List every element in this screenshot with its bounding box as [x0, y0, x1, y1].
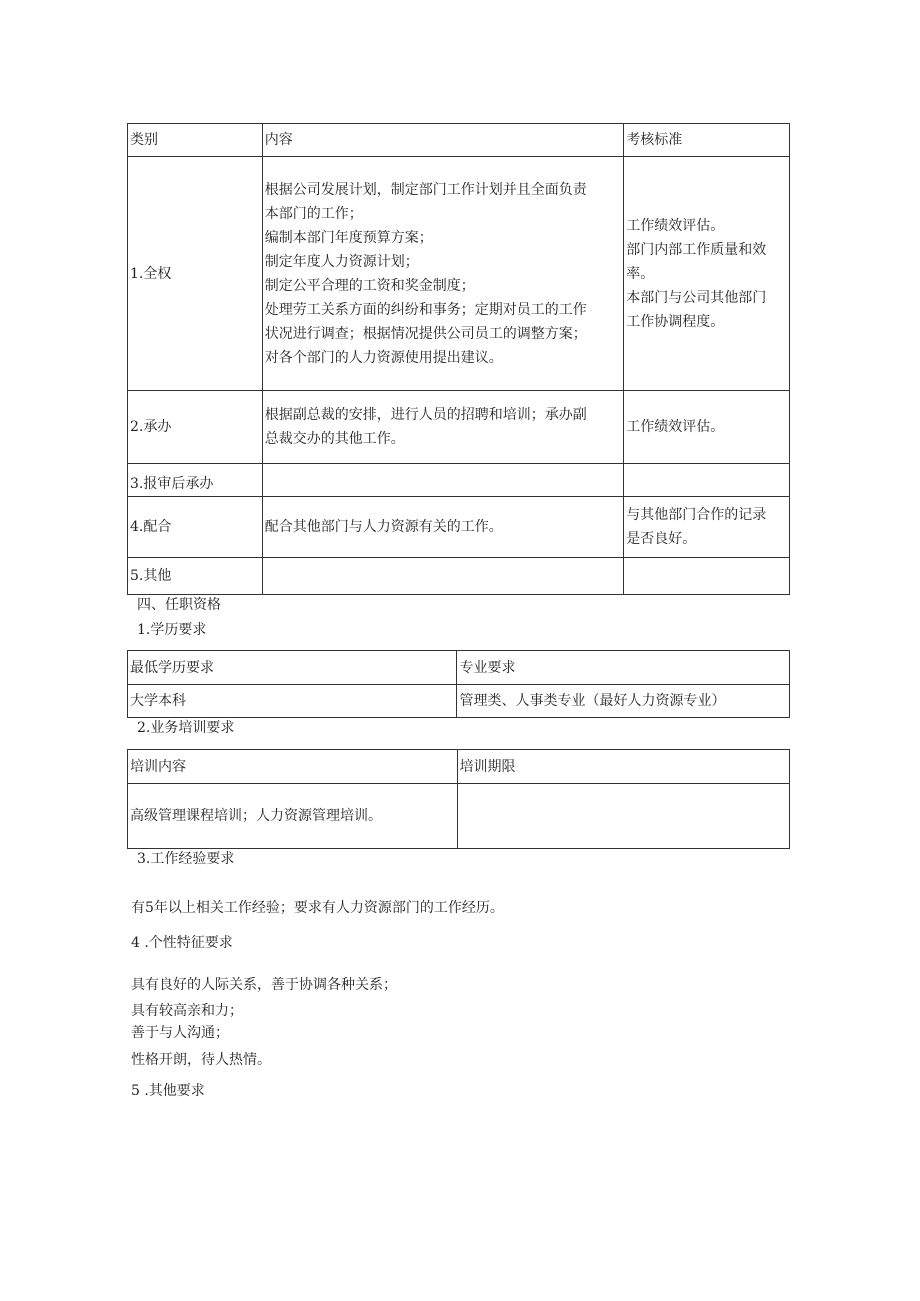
- header-training-content: 培训内容: [128, 750, 458, 784]
- content-line: 制定年度人力资源计划；: [264, 253, 419, 270]
- row-standard: [624, 497, 790, 558]
- section-title: 四、任职资格: [137, 597, 221, 613]
- row-category: 5.其他: [128, 558, 263, 595]
- table-row: [128, 157, 790, 391]
- personality-line: 具有较高亲和力；: [131, 1003, 243, 1019]
- personality-line: 善于与人沟通；: [131, 1025, 229, 1041]
- row-content: [262, 391, 623, 464]
- content-line: 制定公平合理的工资和奖金制度；: [264, 277, 475, 294]
- header-major: 专业要求: [457, 651, 790, 685]
- table-row: [128, 558, 790, 595]
- education-title: 1.学历要求: [137, 622, 207, 638]
- content-line: 本部门的工作；: [264, 205, 363, 222]
- table-header-row: [128, 651, 790, 685]
- standard-line: 与其他部门合作的记录: [626, 507, 767, 523]
- header-standard: 考核标准: [624, 124, 790, 157]
- major-value: 管理类、人事类专业（最好人力资源专业）: [457, 685, 790, 718]
- row-content: [262, 497, 623, 558]
- experience-text: 有5年以上相关工作经验；要求有人力资源部门的工作经历。: [131, 900, 504, 916]
- header-min-education: 最低学历要求: [128, 651, 457, 685]
- education-value: 大学本科: [128, 685, 457, 718]
- standard-line: 率。: [626, 265, 655, 282]
- content-line: 根据副总裁的安排，进行人员的招聘和培训；承办副: [264, 407, 587, 423]
- training-title: 2.业务培训要求: [137, 720, 235, 736]
- row-content: [262, 157, 623, 391]
- row-content: [262, 464, 623, 497]
- table-row: [128, 685, 790, 718]
- row-category: 4.配合: [128, 497, 263, 558]
- table-row: [128, 391, 790, 464]
- row-category: 3.报审后承办: [128, 464, 263, 497]
- experience-title: 3.工作经验要求: [137, 851, 235, 867]
- standard-line: 工作协调程度。: [626, 313, 725, 330]
- header-content: 内容: [262, 124, 623, 157]
- training-period-value: [457, 784, 790, 849]
- row-standard: [624, 157, 790, 391]
- row-standard: [624, 558, 790, 595]
- table-header-row: [128, 124, 790, 157]
- content-line: 总裁交办的其他工作。: [264, 431, 405, 447]
- responsibility-table: [127, 123, 790, 595]
- content-line: 处理劳工关系方面的纠纷和事务；定期对员工的工作: [264, 301, 587, 318]
- standard-line: 部门内部工作质量和效: [626, 241, 767, 258]
- row-category: 2.承办: [128, 391, 263, 464]
- personality-line: 具有良好的人际关系，善于协调各种关系；: [131, 977, 397, 993]
- personality-line: 性格开朗，待人热情。: [131, 1052, 271, 1068]
- content-line: 配合其他部门与人力资源有关的工作。: [264, 519, 503, 535]
- content-line: 编制本部门年度预算方案；: [264, 229, 433, 246]
- personality-title: 4 .个性特征要求: [131, 935, 233, 951]
- table-row: [128, 464, 790, 497]
- content-line: 根据公司发展计划，制定部门工作计划并且全面负责: [264, 181, 587, 198]
- row-standard: [624, 464, 790, 497]
- header-training-period: 培训期限: [457, 750, 790, 784]
- standard-line: 工作绩效评估。: [626, 217, 725, 234]
- row-category: 1.全权: [128, 157, 263, 391]
- training-table: [127, 749, 790, 849]
- header-category: 类别: [128, 124, 263, 157]
- row-content: [262, 558, 623, 595]
- content-line: 对各个部门的人力资源使用提出建议。: [264, 349, 503, 366]
- table-row: [128, 784, 790, 849]
- standard-line: 本部门与公司其他部门: [626, 289, 767, 306]
- content-line: 状况进行调查；根据情况提供公司员工的调整方案；: [264, 325, 587, 342]
- standard-line: 是否良好。: [626, 531, 697, 547]
- standard-line: 工作绩效评估。: [626, 419, 725, 435]
- table-row: [128, 497, 790, 558]
- row-standard: [624, 391, 790, 464]
- education-table: [127, 650, 790, 718]
- other-title: 5 .其他要求: [131, 1083, 205, 1099]
- table-header-row: [128, 750, 790, 784]
- training-content-value: 高级管理课程培训；人力资源管理培训。: [128, 784, 458, 849]
